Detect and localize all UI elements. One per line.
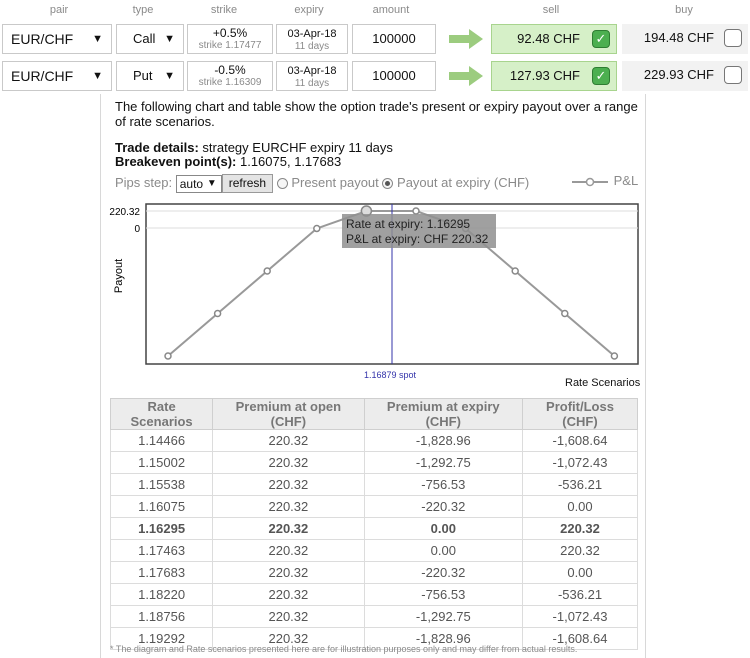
rate-cell: 1.17463: [111, 540, 213, 562]
spot-label: 1.16879 spot: [364, 370, 417, 380]
pair-select[interactable]: EUR/CHF ▼: [2, 24, 112, 54]
premium-expiry-cell: -1,828.96: [364, 628, 522, 650]
header-type: type: [132, 4, 154, 16]
table-row: [111, 496, 638, 518]
premium-open-cell: 220.32: [213, 628, 364, 650]
premium-expiry-cell: -1,828.96: [364, 430, 522, 452]
expiry-days: 11 days: [294, 41, 330, 52]
rate-cell: 1.15538: [111, 474, 213, 496]
chevron-down-icon: ▼: [164, 33, 175, 45]
data-point[interactable]: [512, 268, 518, 274]
expiry-payout-label: Payout at expiry (CHF): [397, 174, 530, 190]
col-premium-expiry: Premium at expiry (CHF): [364, 399, 522, 430]
type-select[interactable]: Call ▼: [116, 24, 184, 54]
y-axis-label: Payout: [113, 258, 125, 294]
chevron-down-icon: ▼: [206, 177, 217, 189]
refresh-button[interactable]: refresh: [222, 174, 273, 193]
chart-tooltip: [342, 214, 496, 248]
pips-step-label: Pips step:: [115, 174, 173, 190]
legend-label: P&L: [613, 173, 639, 188]
pnl-cell: -1,072.43: [523, 606, 638, 628]
premium-expiry-cell: 0.00: [364, 518, 522, 540]
sell-button[interactable]: 127.93 CHF ✓: [491, 61, 617, 91]
breakeven-value: 1.16075, 1.17683: [236, 154, 342, 169]
table-row: [111, 584, 638, 606]
data-point[interactable]: [562, 310, 568, 316]
premium-expiry-cell: 0.00: [364, 540, 522, 562]
footnote: * The diagram and Rate scenarios presented here are for illustration purposes only and may differ from actual results.: [110, 644, 578, 654]
tooltip-rate: Rate at expiry: 1.16295: [346, 217, 471, 231]
arrow-right-icon: [449, 66, 483, 86]
expiry-date: 03-Apr-18: [287, 28, 337, 40]
table-row: [111, 518, 638, 540]
rate-cell: 1.18220: [111, 584, 213, 606]
chevron-down-icon: ▼: [92, 33, 103, 45]
rate-cell: 1.16075: [111, 496, 213, 518]
leg-row-call: [0, 24, 750, 58]
table-header-row: [111, 399, 638, 430]
header-buy: buy: [675, 4, 693, 16]
trade-details-label: Trade details:: [115, 140, 199, 155]
data-point[interactable]: [215, 310, 221, 316]
header-strike: strike: [210, 4, 238, 16]
amount-field[interactable]: 100000: [352, 24, 436, 54]
strike-field[interactable]: [187, 24, 273, 54]
pips-step-select[interactable]: auto ▼: [176, 175, 222, 193]
table-row: [111, 540, 638, 562]
header-sell: sell: [542, 4, 560, 16]
expiry-field[interactable]: [276, 24, 348, 54]
expiry-date: 03-Apr-18: [287, 65, 337, 77]
data-point[interactable]: [314, 225, 320, 231]
type-select[interactable]: Put ▼: [116, 61, 184, 91]
chevron-down-icon: ▼: [164, 70, 175, 82]
premium-expiry-cell: -1,292.75: [364, 452, 522, 474]
premium-expiry-cell: -756.53: [364, 474, 522, 496]
strike-percent: -0.5%: [214, 63, 246, 77]
checkbox-icon: [724, 66, 742, 84]
col-premium-open: Premium at open (CHF): [213, 399, 364, 430]
expiry-days: 11 days: [294, 78, 330, 89]
pnl-cell: -1,072.43: [523, 452, 638, 474]
pnl-cell: 0.00: [523, 496, 638, 518]
data-point[interactable]: [264, 268, 270, 274]
payout-chart: [100, 196, 646, 380]
table-row: [111, 562, 638, 584]
data-point[interactable]: [413, 208, 419, 214]
table-row: [111, 474, 638, 496]
data-point[interactable]: [611, 353, 617, 359]
x-axis-label: Rate Scenarios: [565, 377, 641, 389]
rate-cell: 1.19292: [111, 628, 213, 650]
pair-select[interactable]: EUR/CHF ▼: [2, 61, 112, 91]
rate-cell: 1.18756: [111, 606, 213, 628]
pnl-cell: -536.21: [523, 584, 638, 606]
data-point[interactable]: [165, 353, 171, 359]
y-tick-label-zero: 0: [134, 224, 140, 235]
arrow-right-icon: [449, 29, 483, 49]
col-rate-scenarios: Rate Scenarios: [111, 399, 213, 430]
chart-legend: [570, 173, 638, 188]
premium-open-cell: 220.32: [213, 518, 364, 540]
rate-cell: 1.15002: [111, 452, 213, 474]
premium-open-cell: 220.32: [213, 430, 364, 452]
intro-text: The following chart and table show the option trade's present or expiry payout over a range of rate scenarios.: [115, 99, 638, 129]
rate-cell: 1.16295: [111, 518, 213, 540]
strike-value: strike 1.17477: [198, 40, 262, 51]
tooltip-pnl: P&L at expiry: CHF 220.32: [346, 232, 489, 246]
present-payout-radio[interactable]: [277, 178, 288, 189]
trade-details-value: strategy EURCHF expiry 11 days: [198, 140, 393, 155]
premium-open-cell: 220.32: [213, 606, 364, 628]
pnl-cell: 0.00: [523, 562, 638, 584]
buy-button[interactable]: 229.93 CHF: [622, 61, 748, 91]
table-row: [111, 452, 638, 474]
breakeven-label: Breakeven point(s):: [115, 154, 237, 169]
premium-expiry-cell: -220.32: [364, 496, 522, 518]
leg-row-put: [0, 61, 750, 95]
table-row: [111, 606, 638, 628]
pnl-cell: -1,608.64: [523, 430, 638, 452]
expiry-field[interactable]: [276, 61, 348, 91]
pnl-cell: -1,608.64: [523, 628, 638, 650]
scenario-table: [110, 398, 638, 650]
checkmark-icon: ✓: [592, 30, 610, 48]
chart-controls: [115, 174, 529, 193]
amount-field[interactable]: 100000: [352, 61, 436, 91]
header-expiry: expiry: [294, 4, 324, 16]
checkbox-icon: [724, 29, 742, 47]
premium-open-cell: 220.32: [213, 474, 364, 496]
legend-line-icon: [570, 176, 610, 188]
checkmark-icon: ✓: [592, 67, 610, 85]
trade-details: [115, 141, 393, 169]
strike-value: strike 1.16309: [198, 77, 262, 88]
premium-expiry-cell: -1,292.75: [364, 606, 522, 628]
header-amount: amount: [372, 4, 410, 16]
strike-field[interactable]: [187, 61, 273, 91]
premium-open-cell: 220.32: [213, 496, 364, 518]
y-tick-label-max: 220.32: [109, 207, 140, 218]
pnl-cell: 220.32: [523, 518, 638, 540]
premium-open-cell: 220.32: [213, 540, 364, 562]
rate-cell: 1.17683: [111, 562, 213, 584]
premium-open-cell: 220.32: [213, 584, 364, 606]
buy-button[interactable]: 194.48 CHF: [622, 24, 748, 54]
premium-open-cell: 220.32: [213, 452, 364, 474]
rate-cell: 1.14466: [111, 430, 213, 452]
expiry-payout-radio[interactable]: [382, 178, 393, 189]
pnl-cell: -536.21: [523, 474, 638, 496]
sell-button[interactable]: 92.48 CHF ✓: [491, 24, 617, 54]
premium-expiry-cell: -756.53: [364, 584, 522, 606]
chevron-down-icon: ▼: [92, 70, 103, 82]
table-row: [111, 430, 638, 452]
strike-percent: +0.5%: [212, 26, 248, 40]
pnl-cell: 220.32: [523, 540, 638, 562]
col-profit-loss: Profit/Loss (CHF): [523, 399, 638, 430]
header-pair: pair: [49, 4, 69, 16]
premium-open-cell: 220.32: [213, 562, 364, 584]
premium-expiry-cell: -220.32: [364, 562, 522, 584]
present-payout-label: Present payout: [291, 174, 379, 190]
